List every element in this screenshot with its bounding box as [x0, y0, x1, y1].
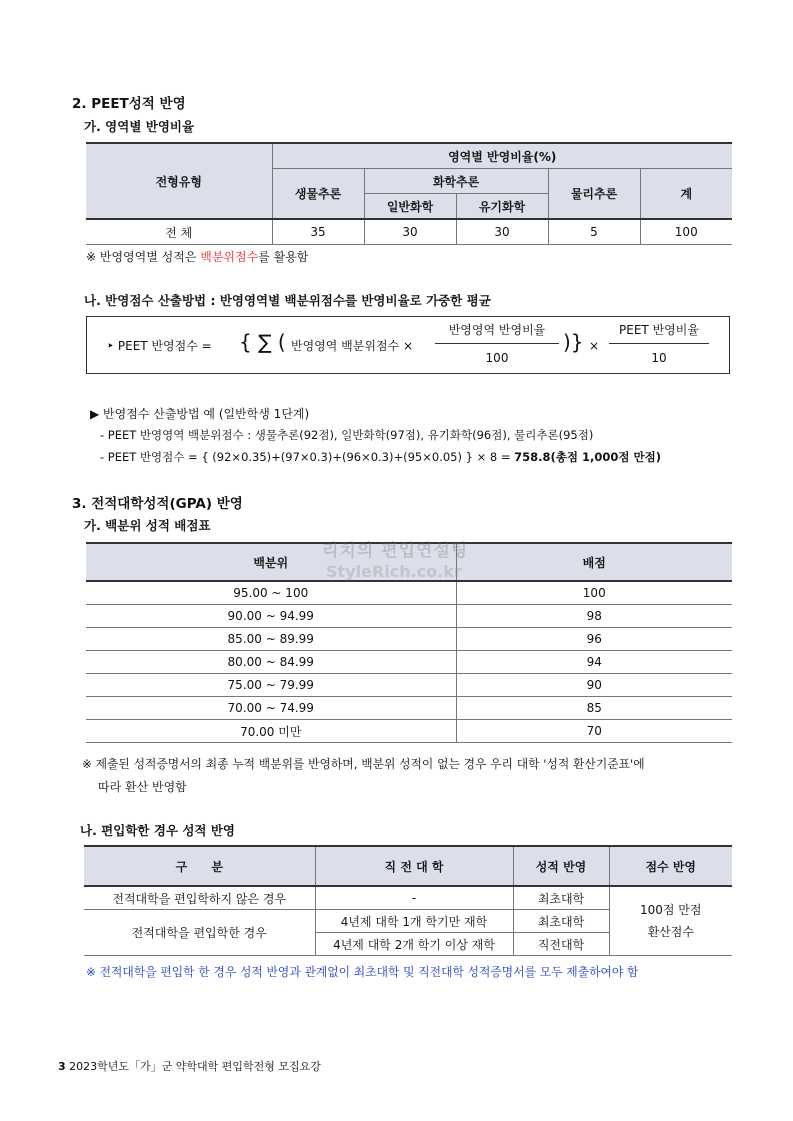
not-transferred-grade: 최초대학 — [513, 886, 609, 910]
category-header: 구 분 — [84, 846, 315, 886]
one-semester-prev: 4년제 대학 1개 학기만 재학 — [315, 910, 513, 933]
score-reflect-cell — [609, 886, 732, 956]
formula-term: 반영영역 백분위점수 × — [291, 339, 414, 353]
frac2-denominator: 10 — [651, 351, 667, 365]
transfer-grade-table — [84, 845, 732, 956]
section-3b-title: 나. 편입학한 경우 성적 반영 — [80, 823, 235, 838]
score-converted: 환산점수 — [647, 925, 694, 939]
page-number: 3 — [58, 1060, 66, 1073]
percentile-note-highlight: 백분위점수 — [200, 250, 259, 264]
row-phys: 5 — [548, 219, 640, 245]
watermark-url: StyleRich.co.kr — [326, 562, 462, 581]
table-row: 85.00 ~ 89.99 96 — [86, 628, 732, 651]
ratio-group-header: 영역별 반영비율(%) — [272, 143, 732, 169]
section-2b-title: 나. 반영점수 산출방법 : 반영영역별 백분위점수를 반영비율로 가중한 평균 — [84, 293, 491, 308]
one-semester-grade: 최초대학 — [513, 910, 609, 933]
section-3-title: 3. 전적대학성적(GPA) 반영 — [72, 496, 243, 512]
formula-close: )} — [563, 330, 584, 354]
footer-text: 2023학년도「가」군 약학대학 편입학전형 모집요강 — [69, 1060, 321, 1073]
example-line-1: - PEET 반영영역 백분위점수 : 생물추론(92점), 일반화학(97점), 유기화학(96점), 물리추론(95점) — [100, 428, 594, 442]
percentile-note: ※ 반영영역별 성적은 백분위점수를 활용함 — [86, 250, 309, 264]
col-type-header: 전형유형 — [86, 143, 272, 219]
org-chem-header: 유기화학 — [456, 194, 548, 220]
frac1-denominator: 100 — [485, 351, 509, 365]
gpa-note-line-1: ※ 제출된 성적증명서의 최종 누적 백분위를 반영하며, 백분위 성적이 없는 경우 우리 대학 '성적 환산기준표'에 — [82, 757, 645, 771]
example-result: 758.8(총점 1,000점 만점) — [514, 450, 661, 464]
example-line-2: - PEET 반영점수 = { (92×0.35)+(97×0.3)+(96×0.3)+(95×0.05) } × 8 = 758.8(총점 1,000점 만점) — [100, 450, 661, 464]
score-full: 100점 만점 — [640, 903, 702, 917]
total-header: 계 — [640, 169, 732, 220]
table-row: 70.00 미만 70 — [86, 720, 732, 743]
frac1-numerator: 반영영역 반영비율 — [448, 323, 546, 337]
score-reflect-header: 점수 반영 — [609, 846, 732, 886]
section-2a-title: 가. 영역별 반영비율 — [84, 119, 195, 134]
two-semester-grade: 직전대학 — [513, 933, 609, 956]
formula-box — [86, 316, 730, 374]
table-row: 90.00 ~ 94.99 98 — [86, 605, 732, 628]
transfer-note: ※ 전적대학을 편입학 한 경우 성적 반영과 관계없이 최초대학 및 직전대학 성적증명서를 모두 제출하여야 함 — [86, 965, 639, 979]
chem-header: 화학추론 — [364, 169, 548, 194]
frac2-bar — [609, 343, 709, 344]
row-total: 100 — [640, 219, 732, 245]
section-2-title: 2. PEET성적 반영 — [72, 96, 186, 112]
formula-times: × — [589, 339, 600, 353]
phys-header: 물리추론 — [548, 169, 640, 220]
table-row: 80.00 ~ 84.99 94 — [86, 651, 732, 674]
watermark-korean: 리치의 편입연설팅 — [322, 541, 469, 561]
not-transferred-prev: - — [315, 886, 513, 910]
row-org-chem: 30 — [456, 219, 548, 245]
two-semester-prev: 4년제 대학 2개 학기 이상 재학 — [315, 933, 513, 956]
percentile-header: 백분위 — [86, 543, 456, 581]
section-3a-title: 가. 백분위 성적 배점표 — [84, 518, 211, 533]
row-bio: 35 — [272, 219, 364, 245]
transferred-label: 전적대학을 편입학한 경우 — [84, 910, 315, 956]
row-gen-chem: 30 — [364, 219, 456, 245]
gpa-note-line-2: 따라 환산 반영함 — [98, 780, 187, 794]
example-title: ▶ 반영점수 산출방법 예 (일반학생 1단계) — [90, 407, 310, 421]
table-row: 70.00 ~ 74.99 85 — [86, 697, 732, 720]
table-row: 75.00 ~ 79.99 90 — [86, 674, 732, 697]
reflection-ratio-table — [86, 142, 732, 245]
frac2-numerator: PEET 반영비율 — [619, 323, 699, 337]
table-row: 95.00 ~ 100 100 — [86, 581, 732, 605]
formula-open: { ∑ ( — [239, 330, 286, 354]
not-transferred-label: 전적대학을 편입학하지 않은 경우 — [84, 886, 315, 910]
gen-chem-header: 일반화학 — [364, 194, 456, 220]
grade-reflect-header: 성적 반영 — [513, 846, 609, 886]
score-header: 배점 — [456, 543, 732, 581]
footer — [58, 1058, 321, 1074]
frac1-bar — [435, 343, 559, 344]
prev-univ-header: 직 전 대 학 — [315, 846, 513, 886]
formula-label: ‣ PEET 반영점수 = — [107, 339, 212, 353]
bio-header: 생물추론 — [272, 169, 364, 220]
row-type: 전 체 — [86, 219, 272, 245]
